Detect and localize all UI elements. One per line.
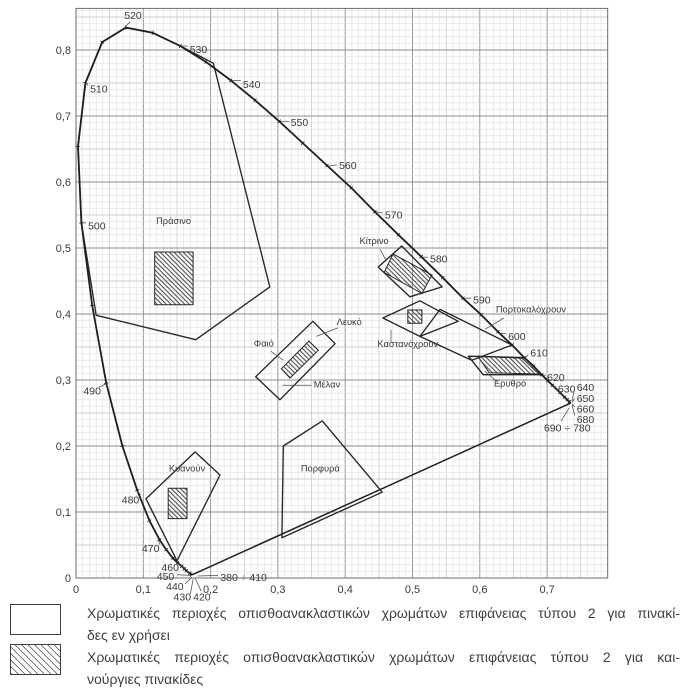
wavelength-label: 660	[576, 403, 595, 416]
legend-line: δες εν χρήσει	[87, 627, 170, 643]
x-axis-tick-label: 0,4	[337, 584, 353, 596]
wavelength-label: 590	[473, 294, 491, 307]
region-blue-new	[168, 488, 187, 518]
wavelength-label: 480	[121, 494, 140, 507]
wavelength-label: 610	[530, 347, 548, 360]
wavelength-label: 380 ÷ 410	[220, 571, 267, 584]
y-axis-tick-label: 0,8	[55, 45, 71, 57]
y-axis-tick-label: 0,7	[55, 111, 71, 123]
wavelength-label: 680	[576, 414, 595, 427]
region-label: Κίτρινο	[359, 236, 389, 246]
wavelength-label: 530	[189, 43, 208, 56]
y-axis-tick-label: 0	[64, 573, 71, 585]
region-label: Φαιό	[253, 338, 274, 349]
wavelength-label: 510	[90, 83, 108, 96]
region-label: Πορτοκαλόχρουν	[495, 304, 566, 315]
wavelength-label: 520	[124, 10, 142, 23]
wavelength-label: 490	[83, 385, 101, 398]
wavelength-label: 650	[576, 393, 595, 405]
wavelength-label: 630	[557, 383, 576, 396]
wavelength-label: 600	[508, 330, 526, 343]
region-label: Μέλαν	[313, 379, 341, 390]
wavelength-label: 450	[156, 571, 175, 584]
region-label: Πράσινο	[156, 216, 192, 227]
x-axis-tick-label: 0,2	[202, 584, 219, 596]
y-axis-tick-label: 0,3	[55, 375, 71, 387]
legend-line: Χρωματικές περιοχές οπισθοανακλαστικών χρωμάτων επιφάνειας τύπου 2 για και-	[87, 649, 680, 665]
legend-line: νούργιες πινακίδες	[87, 671, 204, 687]
region-label: Καστανόχρουν	[377, 339, 439, 349]
wavelength-label: 580	[430, 253, 448, 266]
region-label: Κυανούν	[168, 463, 206, 474]
legend-swatch-in-use	[10, 604, 61, 635]
wavelength-label: 570	[384, 209, 403, 222]
region-brown-new	[408, 310, 422, 323]
x-axis-tick-label: 0,7	[539, 584, 555, 596]
region-label: Πορφυρά	[300, 463, 340, 474]
legend-swatch-new	[10, 644, 61, 675]
wavelength-label: 470	[141, 542, 160, 555]
legend-line: Χρωματικές περιοχές οπισθοανακλαστικών χρωμάτων επιφάνειας τύπου 2 για πινακί-	[87, 605, 680, 621]
legend-item-in-use	[87, 602, 680, 646]
x-axis-tick-label: 0	[72, 584, 80, 596]
y-axis-tick-label: 0,6	[55, 177, 71, 189]
x-axis-tick-label: 0,6	[472, 584, 488, 596]
wavelength-label: 640	[576, 381, 595, 394]
region-label: Λευκό	[336, 317, 362, 328]
wavelength-label: 430	[173, 591, 192, 604]
wavelength-label: 550	[290, 117, 309, 130]
wavelength-label: 440	[166, 581, 184, 594]
y-axis-tick-label: 0,5	[55, 243, 71, 255]
wavelength-label: 460	[161, 561, 179, 574]
wavelength-label: 690 ÷ 780	[543, 422, 591, 435]
y-axis-tick-label: 0,2	[55, 441, 71, 453]
wavelength-label: 500	[88, 220, 106, 233]
wavelength-label: 620	[547, 371, 565, 384]
region-label: Ερυθρό	[493, 378, 527, 389]
wavelength-label: 420	[193, 591, 211, 604]
wavelength-label: 560	[339, 160, 357, 172]
x-axis-tick-label: 0,3	[270, 584, 286, 596]
x-axis-tick-label: 0,5	[404, 584, 421, 596]
legend-item-new	[87, 646, 680, 690]
wavelength-label: 540	[242, 78, 261, 91]
y-axis-tick-label: 0,4	[55, 309, 71, 321]
x-axis-tick-label: 0,1	[135, 584, 151, 596]
y-axis-tick-label: 0,1	[55, 507, 71, 519]
region-orange	[420, 309, 512, 360]
region-green-new	[155, 252, 193, 305]
